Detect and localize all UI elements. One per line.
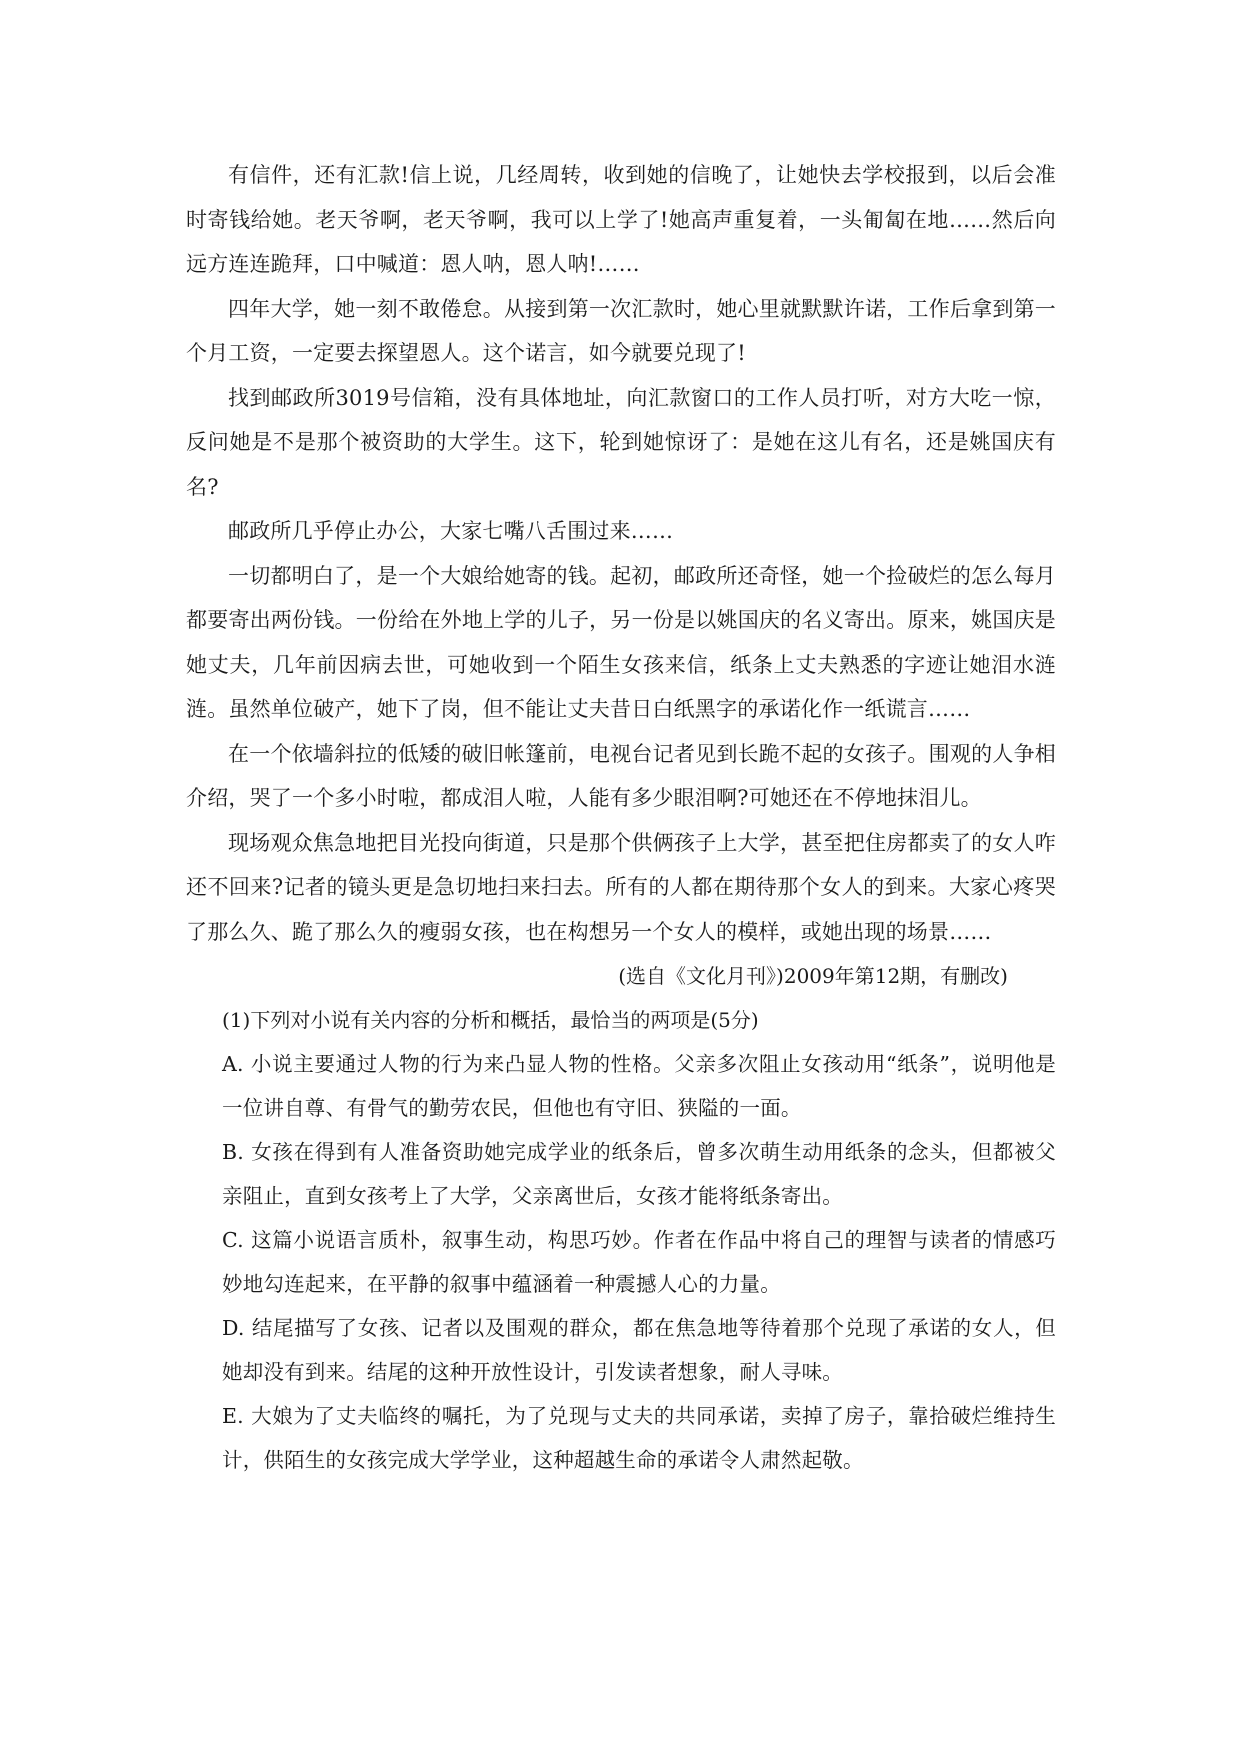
story-paragraph: 现场观众焦急地把目光投向街道，只是那个供俩孩子上大学，甚至把住房都卖了的女人咋还不回来?记者的镜头更是急切地扫来扫去。所有的人都在期待那个女人的到来。大家心疼哭了那么久、跪了那么久的瘦弱女孩，也在构想另一个女人的模样，或她出现的场景…… (186, 830, 1056, 944)
option-c: C. 这篇小说语言质朴，叙事生动，构思巧妙。作者在作品中将自己的理智与读者的情感巧妙地勾连起来，在平静的叙事中蕴涵着一种震撼人心的力量。 (222, 1228, 1056, 1296)
answer-options (186, 1042, 1056, 1482)
story-paragraph: 一切都明白了，是一个大娘给她寄的钱。起初，邮政所还奇怪，她一个捡破烂的怎么每月都要寄出两份钱。一份给在外地上学的儿子，另一份是以姚国庆的名义寄出。原来，姚国庆是她丈夫，几年前因病去世，可她收到一个陌生女孩来信，纸条上丈夫熟悉的字迹让她泪水涟涟。虽然单位破产，她下了岗，但不能让丈夫昔日白纸黑字的承诺化作一纸谎言…… (186, 563, 1056, 721)
option-e: E. 大娘为了丈夫临终的嘱托，为了兑现与丈夫的共同承诺，卖掉了房子，靠拾破烂维持生计，供陌生的女孩完成大学学业，这种超越生命的承诺令人肃然起敬。 (222, 1404, 1056, 1472)
story-paragraph: 有信件，还有汇款!信上说，几经周转，收到她的信晚了，让她快去学校报到，以后会准时寄钱给她。老天爷啊，老天爷啊，我可以上学了!她高声重复着，一头匍匐在地……然后向远方连连跪拜，口中喊道：恩人呐，恩人呐!…… (186, 163, 1056, 276)
page-content (186, 153, 1056, 1482)
option-d: D. 结尾描写了女孩、记者以及围观的群众，都在焦急地等待着那个兑现了承诺的女人，但她却没有到来。结尾的这种开放性设计，引发读者想象，耐人寻味。 (222, 1316, 1056, 1384)
story-paragraph: 在一个依墙斜拉的低矮的破旧帐篷前，电视台记者见到长跪不起的女孩子。围观的人争相介绍，哭了一个多小时啦，都成泪人啦，人能有多少眼泪啊?可她还在不停地抹泪儿。 (186, 741, 1056, 810)
option-b: B. 女孩在得到有人准备资助她完成学业的纸条后，曾多次萌生动用纸条的念头，但都被父亲阻止，直到女孩考上了大学，父亲离世后，女孩才能将纸条寄出。 (222, 1140, 1056, 1208)
question-stem: (1)下列对小说有关内容的分析和概括，最恰当的两项是(5分) (222, 1008, 759, 1032)
source-citation: (选自《文化月刊》)2009年第12期，有删改) (618, 964, 1008, 988)
story-paragraph: 找到邮政所3019号信箱，没有具体地址，向汇款窗口的工作人员打听，对方大吃一惊，反问她是不是那个被资助的大学生。这下，轮到她惊讶了：是她在这儿有名，还是姚国庆有名? (186, 385, 1056, 499)
option-a: A. 小说主要通过人物的行为来凸显人物的性格。父亲多次阻止女孩动用“纸条”，说明他是一位讲自尊、有骨气的勤劳农民，但他也有守旧、狭隘的一面。 (222, 1052, 1056, 1120)
story-paragraph: 邮政所几乎停止办公，大家七嘴八舌围过来…… (228, 519, 674, 543)
story-paragraph: 四年大学，她一刻不敢倦怠。从接到第一次汇款时，她心里就默默许诺，工作后拿到第一个月工资，一定要去探望恩人。这个诺言，如今就要兑现了! (186, 296, 1056, 365)
story-text (186, 153, 1056, 954)
